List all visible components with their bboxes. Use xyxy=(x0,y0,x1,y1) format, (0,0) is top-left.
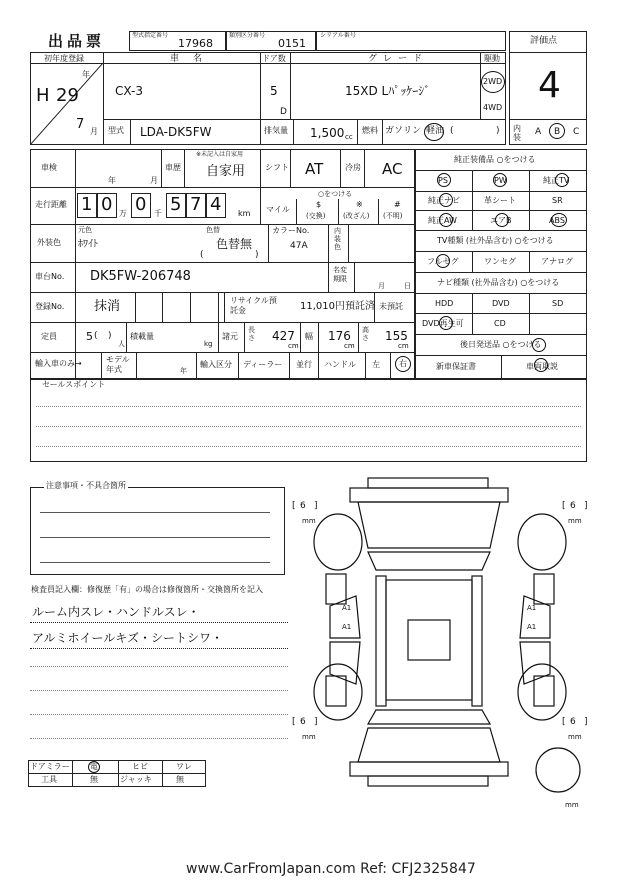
notes-line1: ルーム内スレ・ハンドルスレ・ xyxy=(32,605,200,619)
inspection-year-unit: 年 xyxy=(108,176,116,185)
diagram-mark-fl: A1 xyxy=(342,604,352,612)
diagram-rear-bumper xyxy=(368,776,488,786)
type-designation-value: 17968 xyxy=(178,37,213,50)
mileage-digit: 0 xyxy=(135,194,147,215)
diagram-rear-window xyxy=(368,710,490,724)
car-name: CX-3 xyxy=(115,84,143,98)
diagram-roof xyxy=(386,580,472,700)
fuel-other-bracket-close: ) xyxy=(496,126,500,136)
interior-grade-b: B xyxy=(554,127,561,137)
displacement-unit: cc xyxy=(345,133,353,141)
displacement: 1,500 xyxy=(310,126,345,140)
mileage-unit-km: km xyxy=(238,209,251,218)
sales-point-label: セールスポイント xyxy=(42,380,106,389)
model-label: 型式 xyxy=(108,126,124,135)
tire-rl-bracket: [ xyxy=(292,717,296,727)
name-change-month: 月 xyxy=(378,282,385,290)
tire-fr-value: 6 xyxy=(570,501,576,511)
model-year-unit: 年 xyxy=(180,367,187,375)
diagram-rear-panel xyxy=(350,762,508,776)
interior-grade-c: C xyxy=(573,127,580,137)
original-color-label: 元色 xyxy=(78,226,92,234)
tire-rr-bracket-close: ] xyxy=(584,717,588,727)
later-manual: 車両取説 xyxy=(526,362,558,371)
color-no: 47A xyxy=(290,241,308,251)
equipment-title: 純正装備品 ○をつける xyxy=(454,155,536,164)
ac-label: 冷房 xyxy=(345,163,361,172)
type-designation-label: 型式指定番号 xyxy=(132,32,169,39)
steering-left: 左 xyxy=(372,360,380,369)
sales-point-block xyxy=(30,379,587,462)
car-name-label: 車名 xyxy=(170,54,217,64)
diagram-wheel-rl xyxy=(314,664,362,720)
diagram-fender-fl xyxy=(326,574,346,604)
diagram-wheel-rr xyxy=(518,664,566,720)
equip-aw: 純正AW xyxy=(428,216,457,225)
equip-airbag: エアB xyxy=(490,216,512,225)
diagram-mark-rl: A1 xyxy=(342,623,352,631)
diagram-pillar-right xyxy=(472,576,482,706)
equip-pw: PW xyxy=(494,176,507,185)
first-reg-era: H xyxy=(36,85,50,106)
equip-tv: 純正TV xyxy=(543,176,570,185)
unknown-symbol: # xyxy=(394,200,401,209)
diagram-rear-door-left xyxy=(330,642,360,684)
capacity-bracket-close: ) xyxy=(108,331,112,341)
steering-label: ハンドル xyxy=(324,360,356,369)
navi-title: ナビ種類 (社外品含む) ○をつける xyxy=(437,278,560,287)
width: 176 xyxy=(328,329,351,343)
jack-label: ジャッキ xyxy=(120,775,152,784)
mileage-digit: 0 xyxy=(101,194,113,215)
tv-analog: アナログ xyxy=(541,257,573,266)
tools-label: 工具 xyxy=(41,775,57,784)
inspector-label: 検査員記入欄：修復歴「有」の場合は修復箇所・交換箇所を記入 xyxy=(31,585,263,594)
tampered-symbol: ※ xyxy=(356,200,363,209)
diagram-front-bumper xyxy=(368,478,488,488)
diagram-rear-door-right xyxy=(520,642,550,684)
doors: 5 xyxy=(270,84,278,98)
later-warranty: 新車保証書 xyxy=(436,362,476,371)
length-unit: cm xyxy=(288,342,299,350)
tv-fullseg: フルセグ xyxy=(427,257,459,266)
inspection-month-unit: 月 xyxy=(150,176,158,185)
registration-label: 登録No. xyxy=(35,302,65,311)
diagram-front-grille xyxy=(350,488,508,502)
import-dealer: ディーラー xyxy=(243,360,283,369)
drive-4wd: 4WD xyxy=(483,103,503,112)
mileage-digit: 4 xyxy=(210,194,222,215)
navi-hdd: HDD xyxy=(435,299,454,308)
diagram-fender-fr xyxy=(534,574,554,604)
doors-label: ドア数 xyxy=(262,54,286,63)
sheet-title: 出品票 xyxy=(48,32,106,50)
length: 427 xyxy=(272,329,295,343)
tire-rr-bracket: [ xyxy=(562,717,566,727)
fuel-other-bracket: ( xyxy=(450,126,454,136)
capacity-label: 定員 xyxy=(41,332,57,341)
drive-2wd: 2WD xyxy=(483,77,503,86)
mileage-unit-man: 万 xyxy=(119,209,127,218)
capacity-unit: 人 xyxy=(118,340,125,348)
load-unit: kg xyxy=(204,340,213,348)
color-bracket-open: ( xyxy=(200,250,204,260)
wave-label: ワレ xyxy=(176,762,192,771)
later-title: 後日発送品 ○をつける xyxy=(460,340,542,349)
import-label: 輸入車のみ→ xyxy=(35,359,82,368)
recycle: 11,010円預託済 xyxy=(300,301,375,312)
interior-grade-a: A xyxy=(535,127,542,137)
tire-rr-unit: mm xyxy=(568,733,582,741)
color-bracket-close: ) xyxy=(255,250,259,260)
chassis-label: 車台No. xyxy=(35,272,65,281)
name-change-label: 名変期限 xyxy=(333,266,347,283)
mileage-digit: 5 xyxy=(170,194,182,215)
tire-fr-unit: mm xyxy=(568,517,582,525)
width-unit: cm xyxy=(344,342,355,350)
drive-label: 駆動 xyxy=(484,54,500,63)
tire-fl-bracket-close: ] xyxy=(314,501,318,511)
equip-ps: PS xyxy=(438,176,448,185)
interior-color-label: 内装色 xyxy=(334,227,341,251)
mileage-check-note: ○をつける xyxy=(318,190,353,198)
fuel-gasoline: ガソリン xyxy=(385,126,422,136)
height-unit: cm xyxy=(398,342,409,350)
inspection-label: 車検 xyxy=(41,163,57,172)
tire-rl-unit: mm xyxy=(302,733,316,741)
model: LDA-DK5FW xyxy=(140,125,212,139)
later-title-circle xyxy=(532,338,546,352)
navi-sd: SD xyxy=(552,299,564,308)
dims-label: 諸元 xyxy=(222,332,238,341)
first-reg-year: 29 xyxy=(56,85,79,106)
tire-fr-bracket: [ xyxy=(562,501,566,511)
tv-oneseg: ワンセグ xyxy=(484,257,516,266)
score-label: 評価点 xyxy=(530,36,558,46)
mileage-unit-sen: 千 xyxy=(154,209,162,218)
equip-abs: ABS xyxy=(549,216,565,225)
diagram-pillar-left xyxy=(376,576,386,706)
mile-label: マイル xyxy=(266,205,290,214)
tv-title: TV種類 (社外品含む) ○をつける xyxy=(437,236,554,245)
diagram-trunk xyxy=(358,728,500,762)
tire-fr-bracket-close: ] xyxy=(584,501,588,511)
diagram-wheel-fr xyxy=(518,514,566,570)
steering-right: 右 xyxy=(399,359,407,368)
mileage-digit: 7 xyxy=(190,194,202,215)
history: 自家用 xyxy=(206,164,246,179)
recycle-unpaid: 未預託 xyxy=(379,302,403,311)
load-label: 積載量 xyxy=(130,332,154,341)
category-value: 0151 xyxy=(278,37,306,50)
grade-label: グレード xyxy=(368,54,429,64)
diagram-front-door-left xyxy=(330,596,360,638)
recycle-label: リサイクル預託金 xyxy=(230,296,277,315)
notes-line2: アルミホイールキズ・シートシワ・ xyxy=(32,631,224,645)
width-label: 幅 xyxy=(305,332,313,341)
notes-label: 注意事項・不具合箇所 xyxy=(46,481,126,490)
equip-navi: 純正ナビ xyxy=(428,196,460,205)
tire-fl-value: 6 xyxy=(300,501,306,511)
serial-label: シリアル番号 xyxy=(320,32,356,39)
fuel-label: 燃料 xyxy=(362,126,378,135)
tire-spare-unit: mm xyxy=(565,801,579,809)
name-change-day: 日 xyxy=(404,282,411,290)
category-label: 類別区分番号 xyxy=(229,32,266,39)
tire-fl-bracket: [ xyxy=(292,501,296,511)
chassis: DK5FW-206748 xyxy=(90,269,191,284)
color-label: 色替 xyxy=(206,226,220,234)
mileage-digit: 1 xyxy=(81,194,93,215)
shift: AT xyxy=(305,160,324,178)
jack-value: 無 xyxy=(176,775,184,784)
original-color: ﾎﾜｲﾄ xyxy=(78,239,98,250)
score-value: 4 xyxy=(538,65,561,106)
equip-sr: SR xyxy=(552,196,563,205)
tire-fl-unit: mm xyxy=(302,517,316,525)
watermark: www.CarFromJapan.com Ref: CFJ2325847 xyxy=(186,861,476,877)
model-year-label: モデル年式 xyxy=(106,355,130,374)
tampered-label: (改ざん) xyxy=(343,212,370,220)
ac: AC xyxy=(382,160,403,178)
first-reg-month-unit: 月 xyxy=(90,127,98,136)
first-reg-month: 7 xyxy=(76,117,85,132)
diagram-hood xyxy=(358,502,500,548)
length-label: 長さ xyxy=(248,326,255,342)
first-reg-year-unit: 年 xyxy=(82,70,90,79)
diagram-front-door-right xyxy=(520,596,550,638)
first-reg-label: 初年度登録 xyxy=(44,54,84,63)
diagram-fender-rl xyxy=(326,676,346,706)
import-parallel: 並行 xyxy=(296,360,312,369)
swap-symbol: $ xyxy=(316,200,322,209)
diagram-windshield xyxy=(368,552,490,570)
grade: 15XD Lﾊﾟｯｹｰｼﾞ xyxy=(345,84,431,98)
diagram-mark-rr: A1 xyxy=(527,623,537,631)
navi-dvd: DVD xyxy=(492,299,510,308)
diagram-spare-tire xyxy=(536,748,580,792)
interior-grade-label: 内装 xyxy=(513,124,521,142)
navi-cd: CD xyxy=(494,319,506,328)
diagram-sunroof xyxy=(408,620,450,660)
navi-dvdplay: DVD再生可 xyxy=(422,319,464,328)
unknown-label: (不明) xyxy=(383,212,403,220)
mirror-value: 電 xyxy=(90,762,98,771)
import-class-label: 輸入区分 xyxy=(200,360,232,369)
diagram-mark-fr: A1 xyxy=(527,604,537,612)
shift-label: シフト xyxy=(265,163,289,172)
tire-rl-bracket-close: ] xyxy=(314,717,318,727)
exterior-label: 外装色 xyxy=(37,238,61,247)
diagram-wheel-fl xyxy=(314,514,362,570)
registration: 抹消 xyxy=(94,299,121,314)
diagram-fender-rr xyxy=(534,676,554,706)
mirror-label: ドアミラー xyxy=(30,762,70,771)
tools-value: 無 xyxy=(90,775,98,784)
tire-rr-value: 6 xyxy=(570,717,576,727)
crack-label: ヒビ xyxy=(132,762,148,771)
history-note: ※未記入は自家用 xyxy=(196,151,244,158)
door-type: D xyxy=(280,107,287,117)
mileage-label: 走行距離 xyxy=(35,200,67,209)
equip-leather: 革シート xyxy=(484,196,516,205)
height-label: 高さ xyxy=(362,326,369,342)
height: 155 xyxy=(385,329,408,343)
tire-rl-value: 6 xyxy=(300,717,306,727)
color-no-label: カラーNo. xyxy=(272,226,310,235)
swap-label: (交換) xyxy=(306,212,326,220)
car-diagram xyxy=(290,470,590,815)
capacity-bracket: ( xyxy=(94,331,98,341)
fuel-diesel: 軽油 xyxy=(426,126,445,136)
capacity: 5 xyxy=(86,330,93,343)
color-change: 色替無 xyxy=(216,237,253,251)
history-label: 車歴 xyxy=(165,163,181,172)
displacement-label: 排気量 xyxy=(264,126,288,135)
